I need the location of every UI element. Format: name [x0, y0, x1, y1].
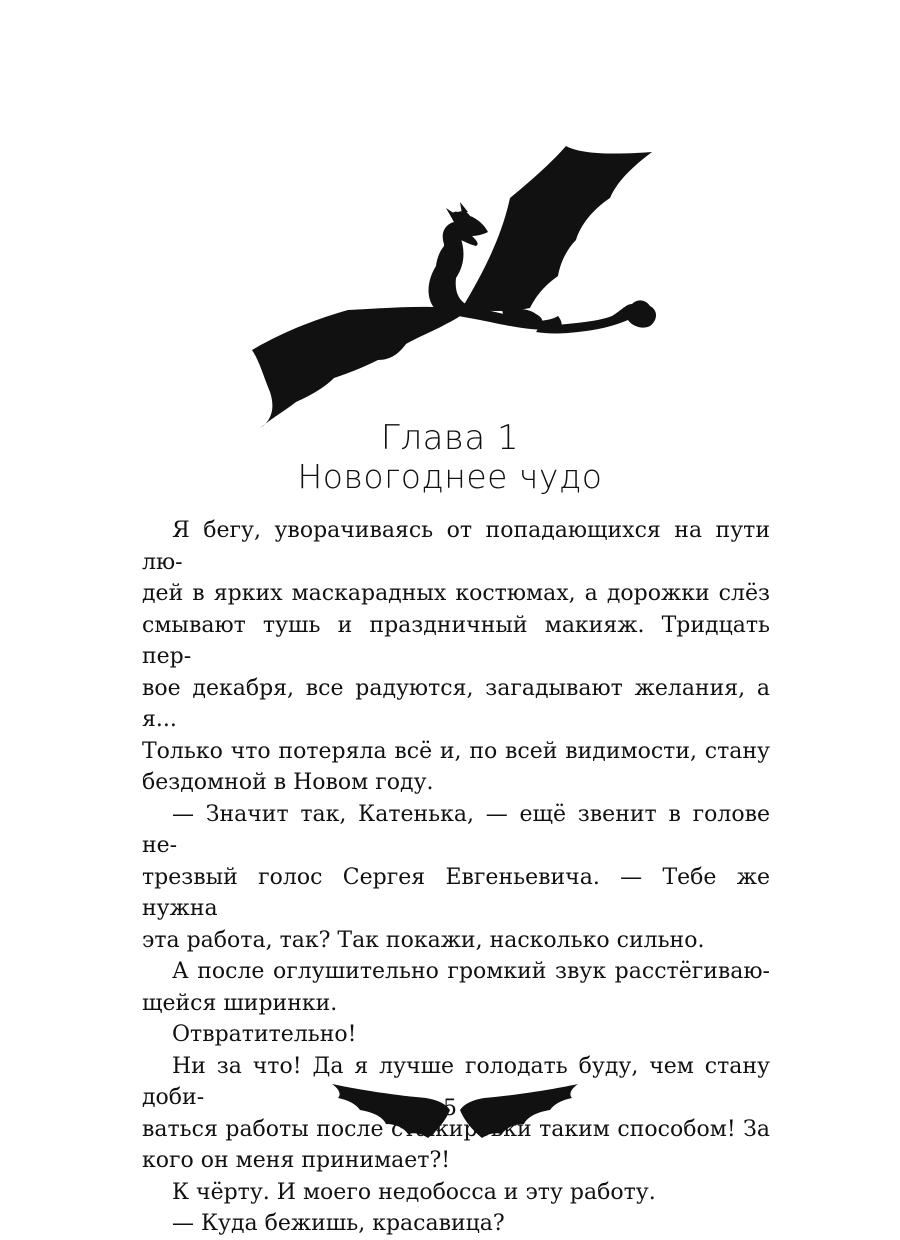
text-line: А после оглушительно громкий звук расстёгиваю- — [172, 959, 770, 984]
text-line: К чёрту. И моего недобосса и эту работу. — [172, 1179, 656, 1205]
chapter-label: Глава 1 — [380, 418, 520, 458]
text-line: ваться работы после стажировки таким способом! За — [142, 1116, 770, 1142]
text-line: кого он меня принимает?! — [142, 1148, 451, 1173]
text-line: Ни за что! Да я лучше голодать буду, чем стану доби- — [142, 1053, 770, 1110]
text-line: вое декабря, все радуются, загадывают желания, а я... — [142, 675, 770, 732]
text-line: смывают тушь и праздничный макияж. Тридцать пер- — [142, 612, 770, 669]
text-line: Только что потеряла всё и, по всей видимости, стану — [142, 738, 770, 764]
text-line: дей в ярких маскарадных костюмах, а дорожки слёз — [142, 581, 770, 606]
text-line: эта работа, так? Так покажи, насколько сильно. — [142, 927, 705, 953]
page-number: 5 — [443, 1096, 457, 1121]
bat-wing-right-icon — [450, 1080, 580, 1150]
text-line: щейся ширинки. — [142, 990, 338, 1016]
text-line: бездомной в Новом году. — [142, 770, 434, 795]
chapter-title: Новогоднее чудо — [297, 457, 603, 496]
text-line: — Куда бежишь, красавица? — [172, 1211, 505, 1236]
text-line: — Значит так, Катенька, — ещё звенит в голове не- — [142, 801, 770, 858]
page-footer — [0, 1072, 900, 1152]
text-line: Отвратительно! — [172, 1022, 357, 1047]
dragon-silhouette-icon — [240, 140, 670, 430]
text-line: трезвый голос Сергея Евгеньевича. — Тебе же нужна — [142, 864, 770, 921]
text-line: Я бегу, уворачиваясь от попадающихся на пути лю- — [142, 518, 770, 575]
